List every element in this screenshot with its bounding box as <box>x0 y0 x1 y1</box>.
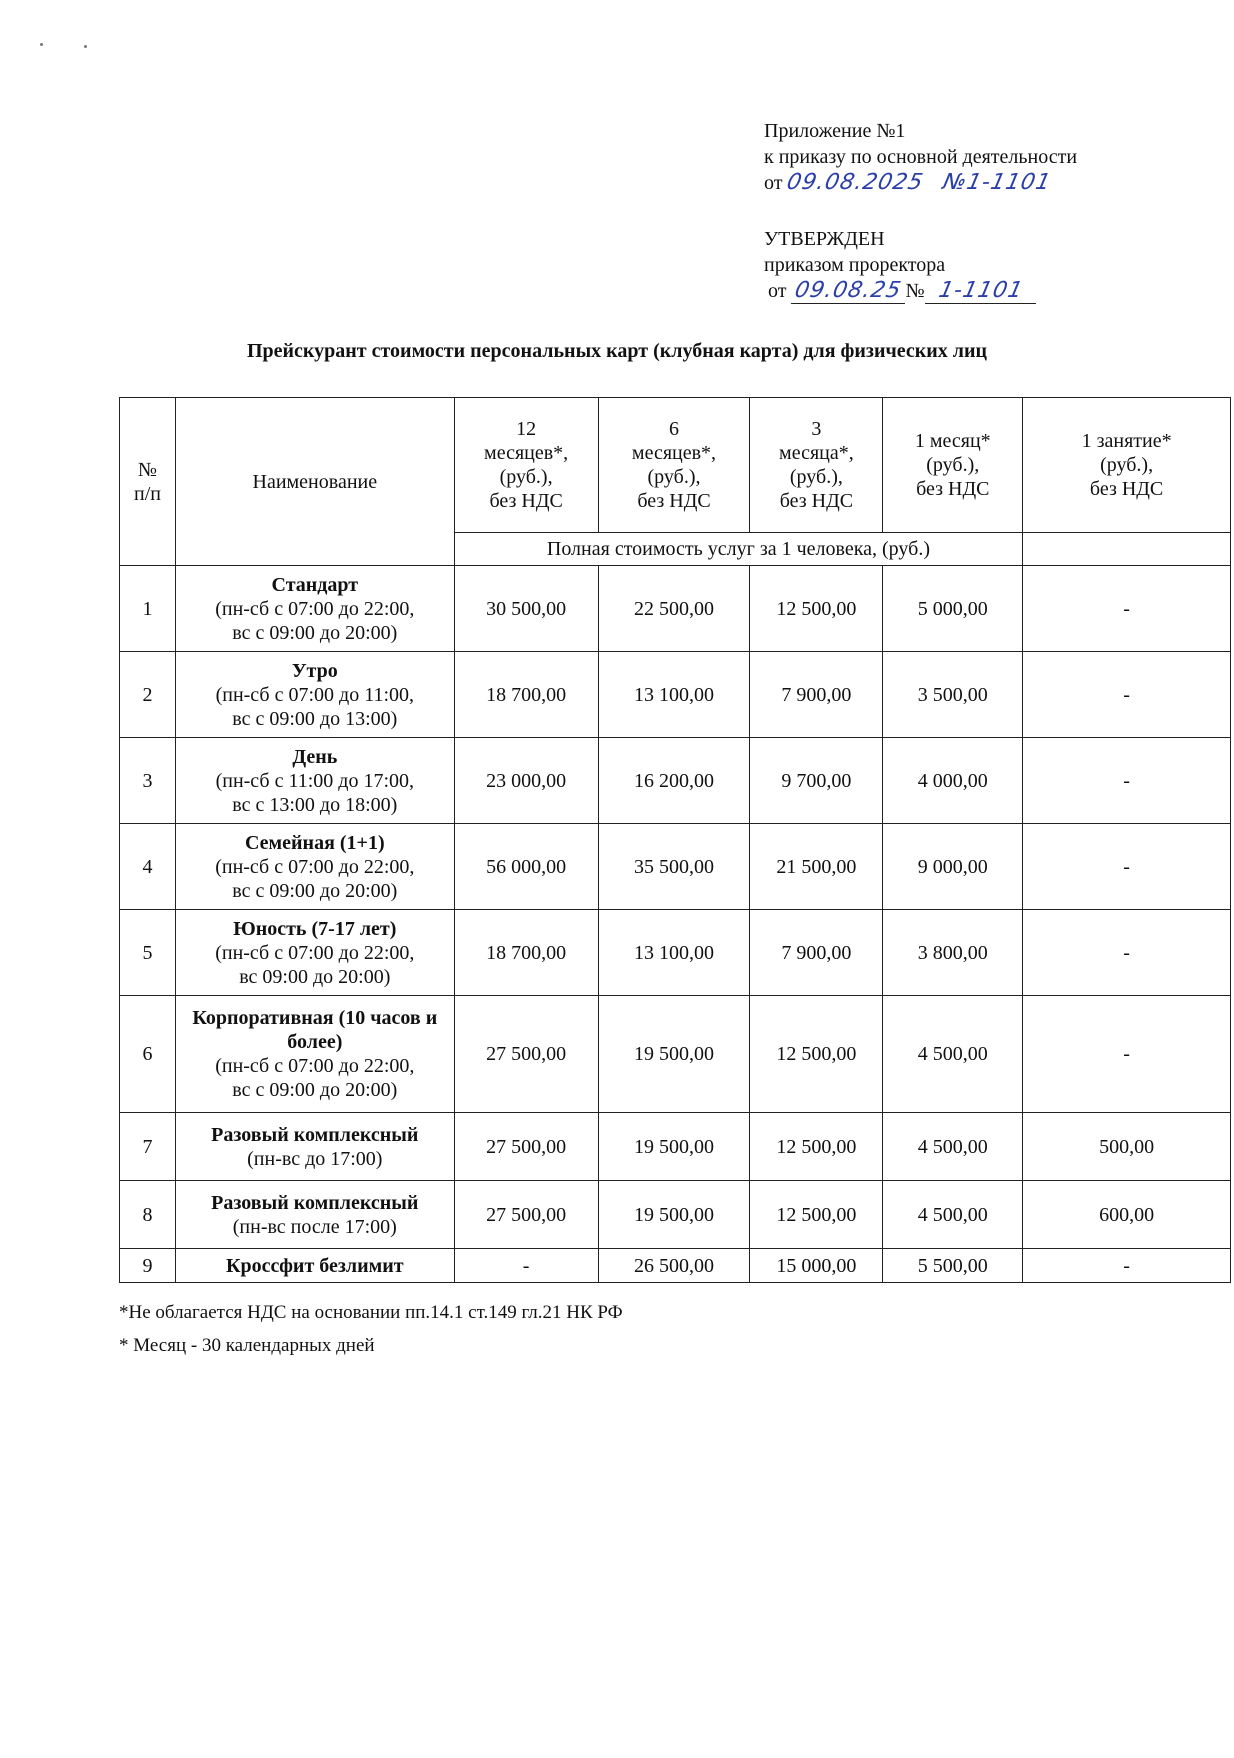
approval-from-label: от <box>768 280 787 302</box>
approval-authority: приказом проректора <box>764 254 946 276</box>
annex-number-handwritten: №1-1101 <box>940 170 1055 195</box>
header-line: (руб.), <box>789 466 843 488</box>
price-m12: 56 000,00 <box>454 824 598 910</box>
price-m12: 27 500,00 <box>454 1181 598 1249</box>
tariff-hours: вс 09:00 до 20:00) <box>239 965 391 988</box>
annex-title: Приложение №1 <box>764 120 906 142</box>
row-number: 1 <box>120 566 176 652</box>
tariff-name-cell <box>175 910 454 996</box>
table-row <box>120 566 1231 652</box>
approval-title: УТВЕРЖДЕН <box>764 228 885 250</box>
tariff-name: Корпоративная (10 часов и более) <box>192 1007 438 1053</box>
header-line: 1 занятие* <box>1081 430 1172 452</box>
tariff-name: Кроссфит безлимит <box>225 1254 404 1277</box>
tariff-hours: (пн-сб с 11:00 до 17:00, <box>215 769 415 792</box>
tariff-name-cell <box>175 738 454 824</box>
approval-date-field <box>791 279 905 304</box>
table-row <box>120 1113 1231 1181</box>
price-once: - <box>1023 996 1231 1113</box>
table-row <box>120 652 1231 738</box>
price-m6: 19 500,00 <box>598 1181 750 1249</box>
table-row <box>120 996 1231 1113</box>
tariff-hours: (пн-сб с 07:00 до 22:00, <box>215 941 415 964</box>
tariff-hours: вс с 09:00 до 13:00) <box>232 707 398 730</box>
price-m12: - <box>454 1249 598 1283</box>
header-6-months <box>598 398 750 533</box>
table-row <box>120 1249 1231 1283</box>
annex-date-line <box>764 170 1077 196</box>
header-line: 3 <box>811 418 822 440</box>
tariff-name: Разовый комплексный <box>211 1191 419 1214</box>
footnote-month: * Месяц - 30 календарных дней <box>119 1335 375 1356</box>
tariff-hours: (пн-сб с 07:00 до 22:00, <box>215 855 415 878</box>
table-body <box>120 566 1231 1283</box>
price-once: - <box>1023 738 1231 824</box>
price-once: 500,00 <box>1023 1113 1231 1181</box>
tariff-hours: вс с 13:00 до 18:00) <box>232 793 398 816</box>
price-m12: 27 500,00 <box>454 996 598 1113</box>
price-m1: 4 500,00 <box>883 1181 1023 1249</box>
row-number: 3 <box>120 738 176 824</box>
price-table <box>119 397 1231 1283</box>
tariff-name: Утро <box>291 659 338 682</box>
header-line: месяцев*, <box>484 442 569 464</box>
price-m3: 7 900,00 <box>750 652 883 738</box>
tariff-hours: (пн-сб с 07:00 до 22:00, <box>215 597 415 620</box>
tariff-name: Юность (7-17 лет) <box>233 917 397 940</box>
tariff-hours: (пн-вс до 17:00) <box>247 1147 383 1170</box>
approval-number-field <box>925 279 1037 304</box>
header-number <box>120 398 176 566</box>
row-number: 5 <box>120 910 176 996</box>
price-m3: 15 000,00 <box>750 1249 883 1283</box>
price-m6: 26 500,00 <box>598 1249 750 1283</box>
approval-date-handwritten: 09.08.25 <box>792 278 905 303</box>
tariff-name: Семейная (1+1) <box>244 831 385 854</box>
price-m3: 12 500,00 <box>750 1181 883 1249</box>
header-12-months <box>454 398 598 533</box>
price-m6: 13 100,00 <box>598 910 750 996</box>
header-line: (руб.), <box>1100 454 1154 476</box>
tariff-hours: вс с 09:00 до 20:00) <box>232 1079 398 1101</box>
price-m1: 4 500,00 <box>883 996 1023 1113</box>
header-name: Наименование <box>175 398 454 566</box>
price-m6: 22 500,00 <box>598 566 750 652</box>
price-m12: 18 700,00 <box>454 652 598 738</box>
header-line: (руб.), <box>926 454 980 476</box>
tariff-hours: (пн-сб с 07:00 до 22:00, <box>215 1055 415 1077</box>
price-m3: 7 900,00 <box>750 910 883 996</box>
header-line: без НДС <box>637 490 711 512</box>
price-m1: 5 000,00 <box>883 566 1023 652</box>
tariff-name: Стандарт <box>271 573 359 596</box>
tariff-name-cell <box>175 566 454 652</box>
scan-speck <box>84 45 87 48</box>
tariff-hours: (пн-сб с 07:00 до 11:00, <box>215 683 415 706</box>
header-line: месяцев*, <box>631 442 717 464</box>
tariff-name-cell <box>175 652 454 738</box>
table-row <box>120 824 1231 910</box>
row-number: 8 <box>120 1181 176 1249</box>
tariff-hours: (пн-вс после 17:00) <box>232 1215 397 1238</box>
price-once: - <box>1023 566 1231 652</box>
tariff-name-cell <box>175 1249 454 1283</box>
price-m1: 3 800,00 <box>883 910 1023 996</box>
row-number: 4 <box>120 824 176 910</box>
document-title: Прейскурант стоимости персональных карт (клубная карта) для физических лиц <box>246 340 988 362</box>
row-number: 7 <box>120 1113 176 1181</box>
header-line: без НДС <box>916 478 990 500</box>
approval-block <box>764 226 1036 304</box>
header-number-line: № <box>137 458 158 481</box>
price-m6: 13 100,00 <box>598 652 750 738</box>
header-1-session <box>1023 398 1231 533</box>
price-once: - <box>1023 910 1231 996</box>
price-once: - <box>1023 824 1231 910</box>
price-m6: 19 500,00 <box>598 996 750 1113</box>
header-3-months <box>750 398 883 533</box>
price-m6: 16 200,00 <box>598 738 750 824</box>
price-m3: 12 500,00 <box>750 1113 883 1181</box>
header-number-line: п/п <box>133 482 161 505</box>
tariff-name: День <box>292 745 338 768</box>
table-header-row <box>120 398 1231 533</box>
header-line: без НДС <box>489 490 563 512</box>
price-m3: 9 700,00 <box>750 738 883 824</box>
header-line: 6 <box>669 418 679 440</box>
scan-speck <box>40 43 43 46</box>
annex-date-handwritten: 09.08.2025 <box>784 170 927 195</box>
row-number: 9 <box>120 1249 176 1283</box>
table-row <box>120 910 1231 996</box>
subheader-empty-cell <box>1023 533 1231 566</box>
footnotes <box>119 1296 623 1362</box>
price-m3: 12 500,00 <box>750 996 883 1113</box>
approval-number-handwritten: 1-1101 <box>935 278 1026 303</box>
annex-block <box>764 118 1077 196</box>
header-line: без НДС <box>1089 478 1164 500</box>
price-m12: 23 000,00 <box>454 738 598 824</box>
price-m1: 5 500,00 <box>883 1249 1023 1283</box>
price-m6: 35 500,00 <box>598 824 750 910</box>
price-m12: 30 500,00 <box>454 566 598 652</box>
price-m12: 18 700,00 <box>454 910 598 996</box>
price-m1: 4 000,00 <box>883 738 1023 824</box>
row-number: 2 <box>120 652 176 738</box>
price-m1: 9 000,00 <box>883 824 1023 910</box>
tariff-name-cell <box>175 824 454 910</box>
header-line: 1 месяц* <box>914 430 991 452</box>
approval-number-label: № <box>905 280 925 302</box>
tariff-hours: вс с 09:00 до 20:00) <box>232 879 398 902</box>
price-m12: 27 500,00 <box>454 1113 598 1181</box>
price-once: - <box>1023 1249 1231 1283</box>
approval-date-line <box>764 278 1036 304</box>
row-number: 6 <box>120 996 176 1113</box>
annex-from-label: от <box>764 172 783 194</box>
tariff-name-cell <box>175 1181 454 1249</box>
price-m1: 4 500,00 <box>883 1113 1023 1181</box>
price-once: 600,00 <box>1023 1181 1231 1249</box>
price-m3: 21 500,00 <box>750 824 883 910</box>
table-row <box>120 738 1231 824</box>
footnote-vat: *Не облагается НДС на основании пп.14.1 ст.149 гл.21 НК РФ <box>119 1302 623 1323</box>
header-line: (руб.), <box>499 466 553 488</box>
subheader-full-cost: Полная стоимость услуг за 1 человека, (руб.) <box>454 533 1023 566</box>
price-m6: 19 500,00 <box>598 1113 750 1181</box>
tariff-hours: вс с 09:00 до 20:00) <box>232 621 398 644</box>
table-row <box>120 1181 1231 1249</box>
header-line: без НДС <box>779 490 854 512</box>
tariff-name-cell <box>175 996 454 1113</box>
price-m1: 3 500,00 <box>883 652 1023 738</box>
price-m3: 12 500,00 <box>750 566 883 652</box>
header-line: 12 <box>516 418 537 440</box>
price-once: - <box>1023 652 1231 738</box>
header-line: (руб.), <box>647 466 701 488</box>
header-1-month <box>883 398 1023 533</box>
annex-order-ref: к приказу по основной деятельности <box>764 146 1078 168</box>
header-line: месяца*, <box>779 442 854 464</box>
tariff-name-cell <box>175 1113 454 1181</box>
tariff-name: Разовый комплексный <box>211 1123 419 1146</box>
